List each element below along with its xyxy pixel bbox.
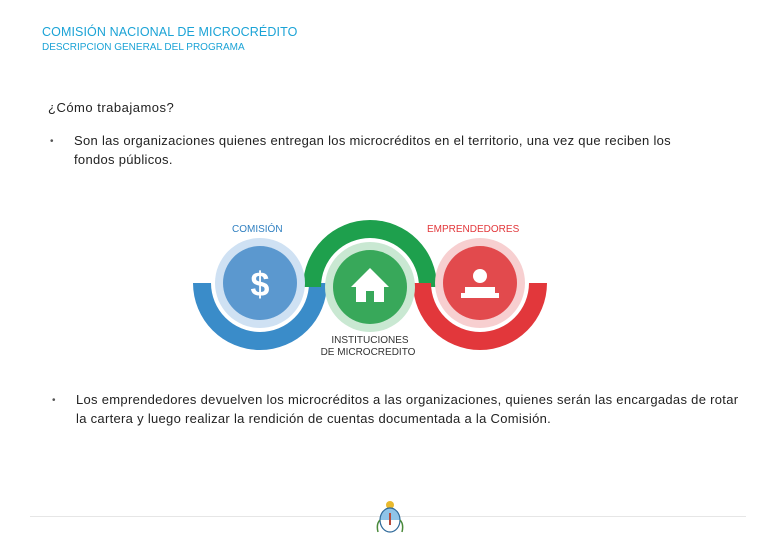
bullet-marker: • [50,136,54,147]
page-subtitle: DESCRIPCION GENERAL DEL PROGRAMA [42,42,245,53]
bullet-item-1 [50,131,710,169]
argentina-coat-of-arms-icon [375,498,405,536]
section-question: ¿Cómo trabajamos? [48,100,175,115]
label-instituciones-1: INSTITUCIONES [331,335,409,346]
process-diagram [190,210,550,360]
label-emprendedores: EMPRENDEDORES [427,224,520,235]
page-title: COMISIÓN NACIONAL DE MICROCRÉDITO [42,25,298,39]
label-instituciones-2: DE MICROCREDITO [320,347,416,358]
bullet-text: Son las organizaciones quienes entregan los microcréditos en el territorio, una vez que reciben los fondos públicos. [74,133,671,167]
dollar-icon: $ [250,266,270,304]
bullet-text: Los emprendedores devuelven los microcréditos a las organizaciones, quienes serán las encargadas de rotar la cartera y luego realizar la rendición de cuentas documentada a la Comisión. [76,392,739,426]
bullet-item-2 [52,390,752,428]
label-comision: COMISIÓN [232,224,283,235]
bullet-marker: • [52,395,56,406]
